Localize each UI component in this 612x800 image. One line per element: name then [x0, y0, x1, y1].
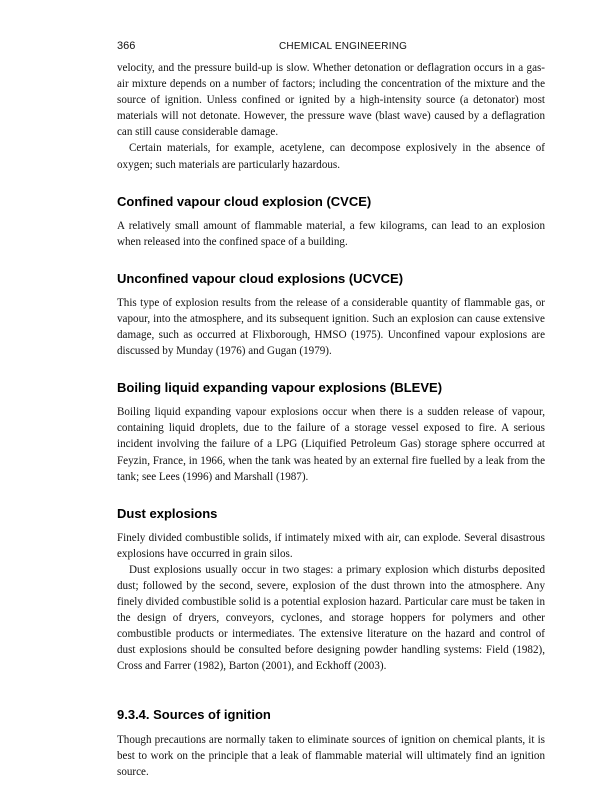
body-text: [117, 60, 545, 780]
ucvce-paragraph: This type of explosion results from the release of a considerable quantity of flammable gas, or vapour, into the atmosphere, and its subsequent ignition. Such an explosion can cause extensive damage, such as occurred at Flixborough, HMSO (1975). Unconfined vapour explosions are discussed by Munday (1976) and Gugan (1979).: [117, 296, 545, 358]
dust-paragraph-1: Finely divided combustible solids, if intimately mixed with air, can explode. Several disastrous explosions have occurred in grain silos.: [117, 531, 545, 560]
ignition-paragraph: Though precautions are normally taken to eliminate sources of ignition on chemical plants, it is best to work on the principle that a leak of flammable material will ultimately find an ignition source.: [117, 733, 545, 778]
bleve-heading: Boiling liquid expanding vapour explosions (BLEVE): [117, 380, 443, 396]
ignition-heading: 9.3.4. Sources of ignition: [117, 706, 271, 722]
intro-paragraph-2: Certain materials, for example, acetylene, can decompose explosively in the absence of oxygen; such materials are particularly hazardous.: [117, 142, 545, 171]
intro-paragraph-1: velocity, and the pressure build-up is slow. Whether detonation or deflagration occurs in a gas-air mixture depends on a number of factors; including the concentration of the mixture and the source of ignition. Unless confined or ignited by a high-intensity source (a detonator) most materials will not detonate. However, the pressure wave (blast wave) caused by a deflagration can still cause considerable damage.: [117, 62, 545, 139]
page-number: 366: [117, 40, 136, 52]
dust-paragraph-2: Dust explosions usually occur in two stages: a primary explosion which disturbs deposited dust; followed by the second, severe, explosion of the dust thrown into the atmosphere. Any finely divided combustible solid is a potential explosion hazard. Particular care must be taken in the design of dryers, conveyors, cyclones, and storage hoppers for polymers and other combustible products or intermediates. The extensive literature on the hazard and control of dust explosions should be consulted before designing powder handling systems: Field (1982), Cross and Farrer (1982), Barton (2001), and Eckhoff (2003).: [117, 563, 545, 673]
dust-heading: Dust explosions: [117, 505, 218, 521]
cvce-heading: Confined vapour cloud explosion (CVCE): [117, 193, 372, 209]
running-title: CHEMICAL ENGINEERING: [279, 41, 408, 52]
bleve-paragraph: Boiling liquid expanding vapour explosions occur when there is a sudden release of vapour, containing liquid droplets, due to the failure of a storage vessel exposed to fire. A serious incident involving the failure of a LPG (Liquified Petroleum Gas) storage sphere occurred at Feyzin, France, in 1966, when the tank was heated by an external fire fuelled by a leak from the tank; see Lees (1996) and Marshall (1987).: [117, 406, 545, 483]
cvce-paragraph: A relatively small amount of flammable material, a few kilograms, can lead to an explosion when released into the confined space of a building.: [117, 219, 545, 248]
ucvce-heading: Unconfined vapour cloud explosions (UCVCE): [117, 270, 404, 286]
running-head: [117, 38, 545, 54]
